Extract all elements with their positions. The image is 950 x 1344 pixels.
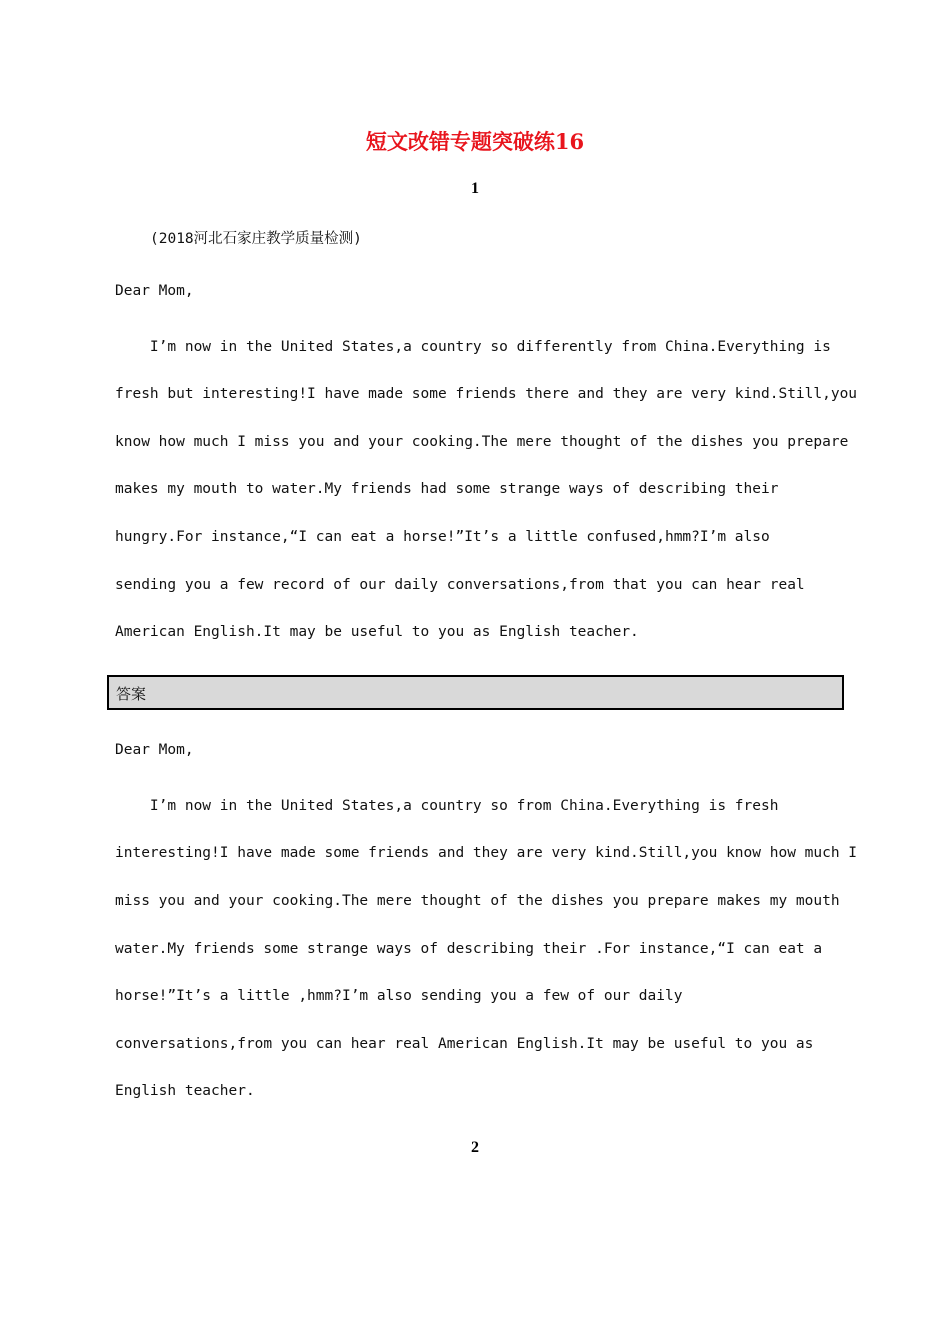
answer-line: English teacher. <box>115 1083 255 1099</box>
question-line: sending you a few record of our daily conversations,from that you can hear real <box>115 577 805 593</box>
page-title: 短文改错专题突破练16 <box>365 129 585 154</box>
next-question-number: 2 <box>471 1139 479 1156</box>
question-line: know how much I miss you and your cooking.The mere thought of the dishes you prepare <box>115 434 849 450</box>
answer-header <box>107 675 844 710</box>
question-line: hungry.For instance,“I can eat a horse!”It’s a little confused,hmm?I’m also <box>115 529 770 545</box>
answer-greeting: Dear Mom, <box>115 742 194 758</box>
answer-line: miss you and your cooking.The mere thought of the dishes you prepare makes my mouth <box>115 893 840 909</box>
answer-line: conversations,from you can hear real American English.It may be useful to you as <box>115 1036 814 1052</box>
source-note: (2018河北石家庄教学质量检测) <box>150 231 362 247</box>
question-greeting: Dear Mom, <box>115 283 194 299</box>
question-number: 1 <box>471 180 479 197</box>
answer-line: I’m now in the United States,a country so from China.Everything is fresh <box>115 798 779 814</box>
question-line: I’m now in the United States,a country so differently from China.Everything is <box>115 339 831 355</box>
question-line: makes my mouth to water.My friends had some strange ways of describing their <box>115 481 779 497</box>
answer-label: 答案 <box>116 685 147 703</box>
answer-line: water.My friends some strange ways of describing their .For instance,“I can eat a <box>115 941 823 957</box>
question-line: fresh but interesting!I have made some friends there and they are very kind.Still,you <box>115 386 858 402</box>
answer-line: interesting!I have made some friends and they are very kind.Still,you know how much I <box>115 845 858 861</box>
question-line: American English.It may be useful to you as English teacher. <box>115 624 639 640</box>
answer-line: horse!”It’s a little ,hmm?I’m also sending you a few of our daily <box>115 988 683 1004</box>
